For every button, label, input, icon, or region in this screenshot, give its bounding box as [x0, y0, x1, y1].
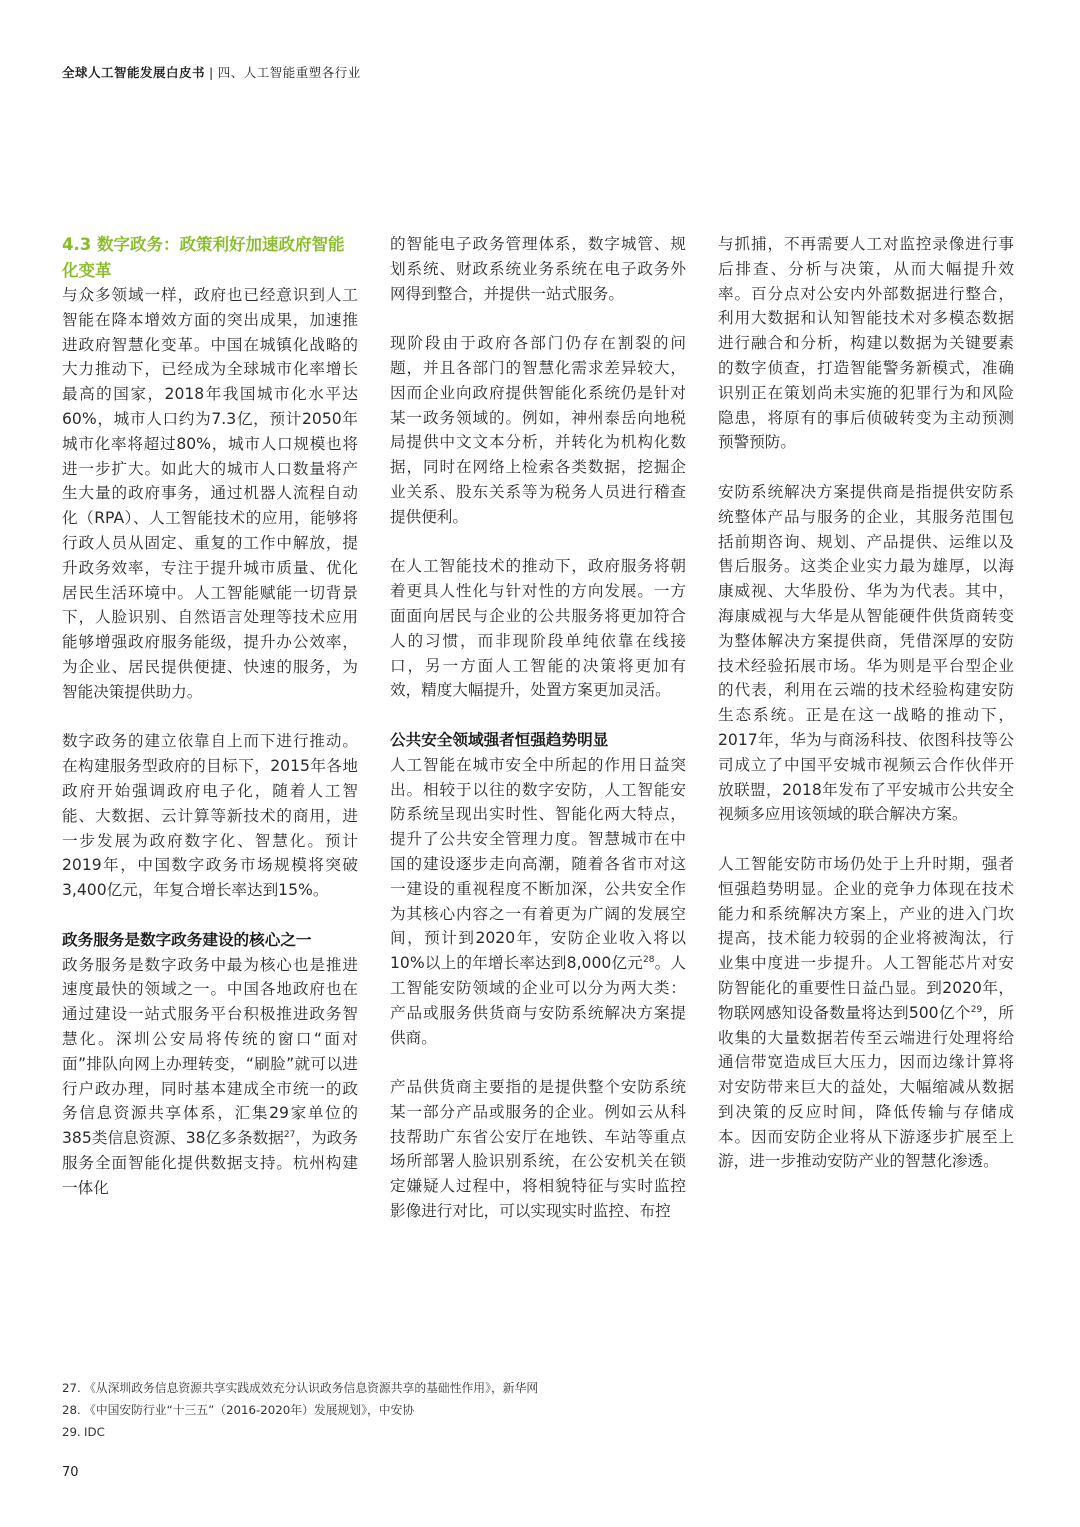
- paragraph: 产品供货商主要指的是提供整个安防系统某一部分产品或服务的企业。例如云从科技帮助广东省公安厅在地铁、车站等重点场所部署人脸识别系统，在公安机关在锁定嫌疑人过程中，将相貌特征与实时监控影像进行对比，可以实现实时监控、布控: [390, 1078, 686, 1221]
- paragraph-text: 政务服务是数字政务中最为核心也是推进速度最快的领域之一。中国各地政府也在通过建设一站式服务平台积极推进政务智慧化。深圳公安局将传统的窗口“面对面”排队向网上办理转变，“刷脸”就可以进行户政办理，同时基本建成全市统一的政务信息资源共享体系，汇集29家单位的385类信息资源、38亿多条数据: [62, 955, 358, 1148]
- text-column-1: [62, 232, 358, 1200]
- paragraph-text: ，所收集的大量数据若传至云端进行处理将给通信带宽造成巨大压力，因而边缘计算将对安防带来巨大的益处，大幅缩减从数据到决策的反应时间，降低传输与存储成本。因而安防企业将从下游逐步扩展至上游，进一步推动安防产业的智慧化渗透。: [718, 1003, 1014, 1171]
- footnote-text: 《从深圳政务信息资源共享实践成效充分认识政务信息资源共享的基础性作用》，新华网: [84, 1381, 539, 1395]
- section-title: 4.3 数字政务：政策利好加速政府智能化变革: [62, 235, 345, 280]
- subsection-title: 公共安全领域强者恒强趋势明显: [390, 730, 609, 749]
- paragraph: 现阶段由于政府各部门仍存在割裂的问题，并且各部门的智慧化需求差异较大，因而企业向政府提供智能化系统仍是针对某一政务领域的。例如，神州泰岳向地税局提供中文文本分析，并转化为机构化数据，同时在网络上检索各类数据，挖掘企业关系、股东关系等为税务人员进行稽查提供便利。: [390, 334, 686, 526]
- chapter-title: 四、人工智能重塑各行业: [217, 65, 361, 80]
- paragraph: [62, 953, 358, 1201]
- paragraph: 的智能电子政务管理体系，数字城管、规划系统、财政系统业务系统在电子政务外网得到整合，并提供一站式服务。: [390, 235, 686, 303]
- paragraph: 在人工智能技术的推动下，政府服务将朝着更具人性化与针对性的方向发展。一方面面向居民与企业的公共服务将更加符合人的习惯，而非现阶段单纯依靠在线接口，另一方面人工智能的决策将更加有效，精度大幅提升，处置方案更加灵活。: [390, 557, 686, 700]
- footnotes: [62, 1377, 538, 1443]
- footnote-ref: 29: [970, 1004, 983, 1015]
- text-column-2: [390, 232, 686, 1224]
- running-header: [62, 63, 361, 81]
- subsection-title: 政务服务是数字政务建设的核心之一: [62, 930, 312, 949]
- header-separator: |: [209, 65, 214, 80]
- paragraph: 与抓捕，不再需要人工对监控录像进行事后排查、分析与决策，从而大幅提升效率。百分点对公安内外部数据进行整合，利用大数据和认知智能技术对多模态数据进行融合和分析，构建以数据为关键要素的数字侦查，打造智能警务新模式，准确识别正在策划尚未实施的犯罪行为和风险隐患，将原有的事后侦破转变为主动预测预警预防。: [718, 235, 1014, 452]
- text-column-3: [718, 232, 1014, 1174]
- paragraph: [718, 852, 1014, 1174]
- footnote-text: IDC: [84, 1425, 105, 1439]
- footnote-item: [62, 1377, 538, 1399]
- paragraph: 与众多领域一样，政府也已经意识到人工智能在降本增效方面的突出成果，加速推进政府智慧化变革。中国在城镇化战略的大力推动下，已经成为全球城市化率增长最高的国家，2018年我国城市化水平达60%，城市人口约为7.3亿，预计2050年城市化率将超过80%，城市人口规模也将进一步扩大。如此大的城市人口数量将产生大量的政府事务，通过机器人流程自动化（RPA）、人工智能技术的应用，能够将行政人员从固定、重复的工作中解放，提升政务效率，专注于提升城市质量、优化居民生活环境中。人工智能赋能一切背景下，人脸识别、自然语言处理等技术应用能够增强政府服务能级，提升办公效率，为企业、居民提供便捷、快速的服务，为智能决策提供助力。: [62, 286, 358, 701]
- paragraph: 数字政务的建立依靠自上而下进行推动。在构建服务型政府的目标下，2015年各地政府开始强调政府电子化，随着人工智能、大数据、云计算等新技术的商用，进一步发展为政府数字化、智慧化。预计2019年，中国数字政务市场规模将突破3,400亿元，年复合增长率达到15%。: [62, 732, 358, 900]
- footnote-text: 《中国安防行业“十三五”（2016-2020年）发展规划》，中安协: [84, 1403, 415, 1417]
- footnote-number: 28.: [62, 1403, 81, 1417]
- footnote-number: 29.: [62, 1425, 81, 1439]
- paragraph-text: ，为政务服务全面智能化提供数据支持。杭州构建一体化: [62, 1129, 358, 1197]
- paragraph-text: 人工智能安防市场仍处于上升时期，强者恒强趋势明显。企业的竞争力体现在技术能力和系统解决方案上，产业的进入门坎提高，技术能力较弱的企业将被淘汰，行业集中度进一步提升。人工智能芯片对安防智能化的重要性日益凸显。到2020年，物联网感知设备数量将达到500亿个: [718, 854, 1014, 1022]
- footnote-item: [62, 1399, 538, 1421]
- paragraph-text: 人工智能在城市安全中所起的作用日益突出。相较于以往的数字安防，人工智能安防系统呈现出实时性、智能化两大特点，提升了公共安全管理力度。智慧城市在中国的建设逐步走向高潮，随着各省市对这一建设的重视程度不断加深，公共安全作为其核心内容之一有着更为广阔的发展空间，预计到2020年，安防企业收入将以10%以上的年增长率达到8,000亿元: [390, 755, 686, 973]
- paragraph: 安防系统解决方案提供商是指提供安防系统整体产品与服务的企业，其服务范围包括前期咨询、规划、产品提供、运维以及售后服务。这类企业实力最为雄厚，以海康威视、大华股份、华为为代表。其中，海康威视与大华是从智能硬件供货商转变为整体解决方案提供商，凭借深厚的安防技术经验拓展市场。华为则是平台型企业的代表，利用在云端的技术经验构建安防生态系统。正是在这一战略的推动下，2017年，华为与商汤科技、依图科技等公司成立了中国平安城市视频云合作伙伴开放联盟，2018年发布了平安城市公共安全视频多应用该领域的联合解决方案。: [718, 482, 1014, 824]
- page-number: 70: [62, 1465, 79, 1480]
- report-title: 全球人工智能发展白皮书: [62, 65, 206, 80]
- footnote-number: 27.: [62, 1381, 81, 1395]
- paragraph: [390, 753, 686, 1051]
- footnote-ref: 28: [643, 954, 655, 965]
- footnote-item: [62, 1421, 538, 1443]
- paragraph-text: 。人工智能安防领域的企业可以分为两大类：产品或服务供货商与安防系统解决方案提供商。: [390, 954, 686, 1047]
- footnote-ref: 27: [283, 1129, 296, 1140]
